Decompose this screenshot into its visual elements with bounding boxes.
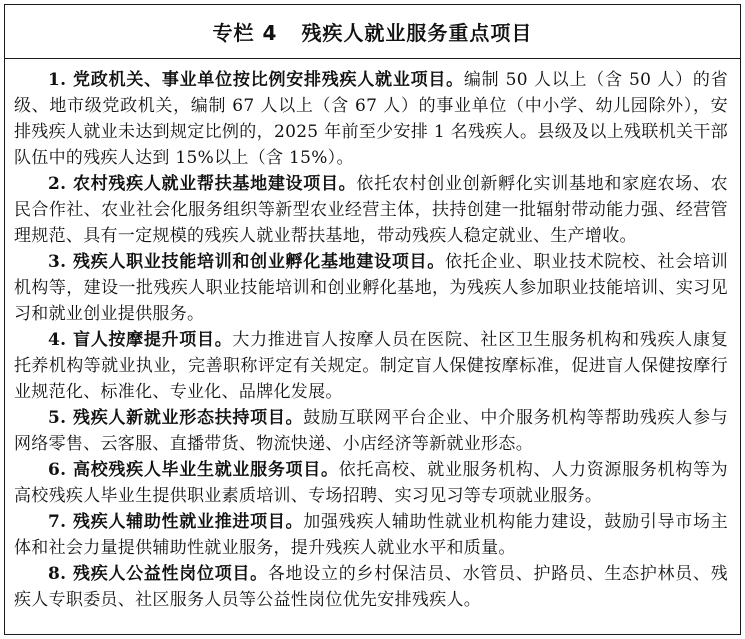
project-heading: 8. 残疾人公益性岗位项目。 [48, 564, 268, 584]
project-description: 加强残疾人辅助性就业机构能力建设，鼓励引导市场主体和社会力量提供辅助性就业服务，提升残疾人就业水平和质量。 [14, 512, 728, 558]
project-item [14, 405, 728, 457]
column-box [4, 4, 741, 635]
project-heading: 3. 残疾人职业技能培训和创业孵化基地建设项目。 [48, 252, 445, 272]
project-description: 各地设立的乡村保洁员、水管员、护路员、生态护林员、残疾人专职委员、社区服务人员等公益性岗位优先安排残疾人。 [14, 564, 728, 610]
project-description: 依托高校、就业服务机构、人力资源服务机构等为高校残疾人毕业生提供职业素质培训、专场招聘、实习见习等专项就业服务。 [14, 460, 728, 506]
project-item [14, 67, 728, 171]
project-description: 大力推进盲人按摩人员在医院、社区卫生服务机构和残疾人康复托养机构等就业执业，完善职称评定有关规定。制定盲人保健按摩标准，促进盲人保健按摩行业规范化、标准化、专业化、品牌化发展。 [14, 330, 729, 402]
project-item [14, 327, 728, 405]
project-item [14, 249, 728, 327]
project-item [14, 171, 728, 249]
project-heading: 7. 残疾人辅助性就业推进项目。 [48, 512, 304, 532]
project-description: 鼓励互联网平台企业、中介服务机构等帮助残疾人参与网络零售、云客服、直播带货、物流快递、小店经济等新就业形态。 [14, 408, 728, 454]
project-item [14, 457, 728, 509]
project-heading: 5. 残疾人新就业形态扶持项目。 [48, 408, 304, 428]
column-title: 残疾人就业服务重点项目 [301, 21, 533, 45]
project-item [14, 509, 728, 561]
column-header [5, 5, 740, 59]
project-description: 依托企业、职业技术院校、社会培训机构等，建设一批残疾人职业技能培训和创业孵化基地，为残疾人参加职业技能培训、实习见习和就业创业提供服务。 [14, 252, 728, 324]
project-heading: 1. 党政机关、事业单位按比例安排残疾人就业项目。 [48, 70, 464, 90]
project-item [14, 561, 728, 613]
column-label: 专栏 4 [212, 21, 278, 45]
project-description: 编制 50 人以上（含 50 人）的省级、地市级党政机关，编制 67 人以上（含 67 人）的事业单位（中小学、幼儿园除外），安排残疾人就业未达到规定比例的，2025 年前至少安排 1 名残疾人。县级及以上残联机关干部队伍中的残疾人达到 15%以上（含 15%）。 [14, 70, 728, 168]
project-heading: 6. 高校残疾人毕业生就业服务项目。 [48, 460, 339, 480]
column-content [5, 59, 740, 613]
project-heading: 2. 农村残疾人就业帮扶基地建设项目。 [48, 174, 357, 194]
project-description: 依托农村创业创新孵化实训基地和家庭农场、农民合作社、农业社会化服务组织等新型农业经营主体，扶持创建一批辐射带动能力强、经营管理规范、具有一定规模的残疾人就业帮扶基地，带动残疾人稳定就业、生产增收。 [14, 174, 728, 246]
project-heading: 4. 盲人按摩提升项目。 [48, 330, 233, 350]
